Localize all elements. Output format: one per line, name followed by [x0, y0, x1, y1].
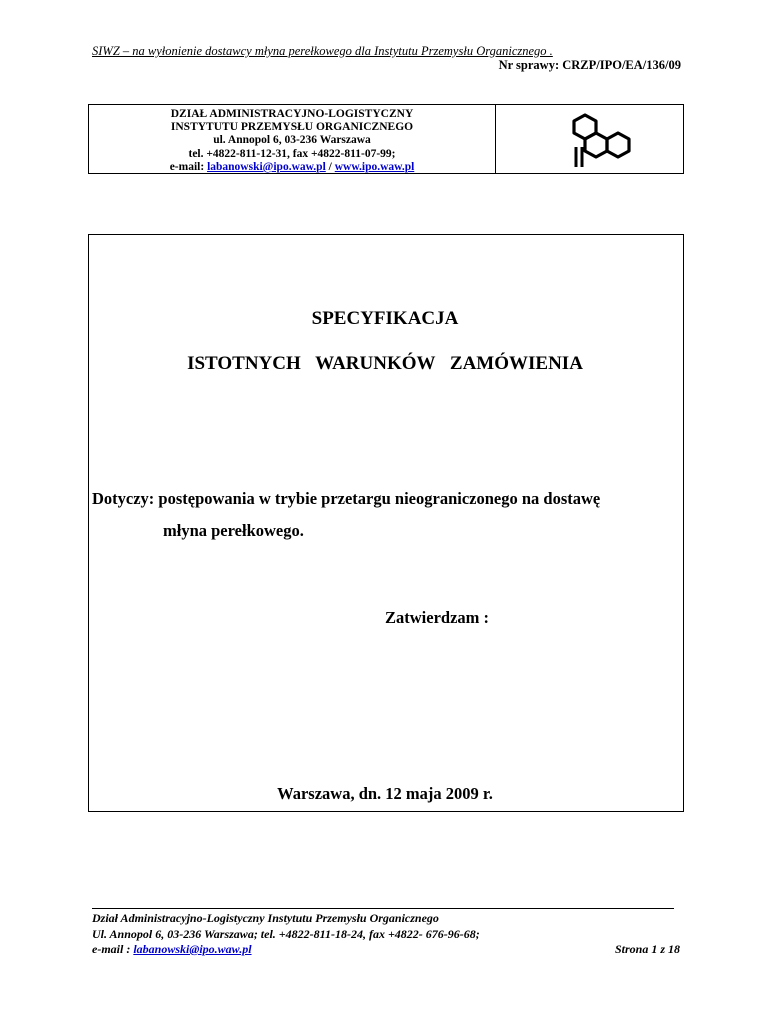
document-header-title: SIWZ – na wyłonienie dostawcy młyna perełkowego dla Instytutu Przemysłu Organicznego . [92, 44, 553, 58]
institute-name: INSTYTUTU PRZEMYSŁU ORGANICZNEGO [170, 121, 414, 134]
approval-label: Zatwierdzam : [385, 608, 490, 627]
contact-links [89, 161, 495, 174]
footer-contact [92, 942, 252, 957]
document-subtitle: ISTOTNYCH WARUNKÓW ZAMÓWIENIA [187, 353, 583, 374]
footer-department: Dział Administracyjno-Logistyczny Instytutu Przemysłu Organicznego [92, 911, 439, 925]
document-title: SPECYFIKACJA [311, 308, 459, 329]
footer-rule [92, 908, 674, 909]
case-reference-number: Nr sprawy: CRZP/IPO/EA/136/09 [498, 58, 681, 72]
page-number: Strona 1 z 18 [614, 942, 680, 956]
institution-header-box [88, 104, 684, 174]
ipo-hexagon-logo-icon [569, 113, 639, 169]
phone-fax: tel. +4822-811-12-31, fax +4822-811-07-99; [188, 147, 396, 160]
department-name: DZIAŁ ADMINISTRACYJNO-LOGISTYCZNY [170, 108, 414, 120]
email-link[interactable]: labanowski@ipo.waw.pl [207, 160, 326, 173]
link-separator: / [328, 160, 332, 173]
email-label: e-mail: [169, 160, 205, 173]
footer-email-link[interactable]: labanowski@ipo.waw.pl [133, 942, 252, 956]
institution-address [89, 108, 495, 174]
street-address: ul. Annopol 6, 03-236 Warszawa [213, 134, 371, 147]
subject-line-2: młyna perełkowego. [163, 521, 304, 540]
footer-address: Ul. Annopol 6, 03-236 Warszawa; tel. +4822-811-18-24, fax +4822- 676-96-68; [92, 927, 480, 941]
box-divider [495, 105, 496, 173]
website-link[interactable]: www.ipo.waw.pl [334, 160, 415, 173]
subject-line-1: Dotyczy: postępowania w trybie przetargu nieograniczonego na dostawę [92, 489, 601, 508]
place-and-date: Warszawa, dn. 12 maja 2009 r. [277, 784, 493, 803]
footer-email-label: e-mail : [92, 942, 131, 956]
